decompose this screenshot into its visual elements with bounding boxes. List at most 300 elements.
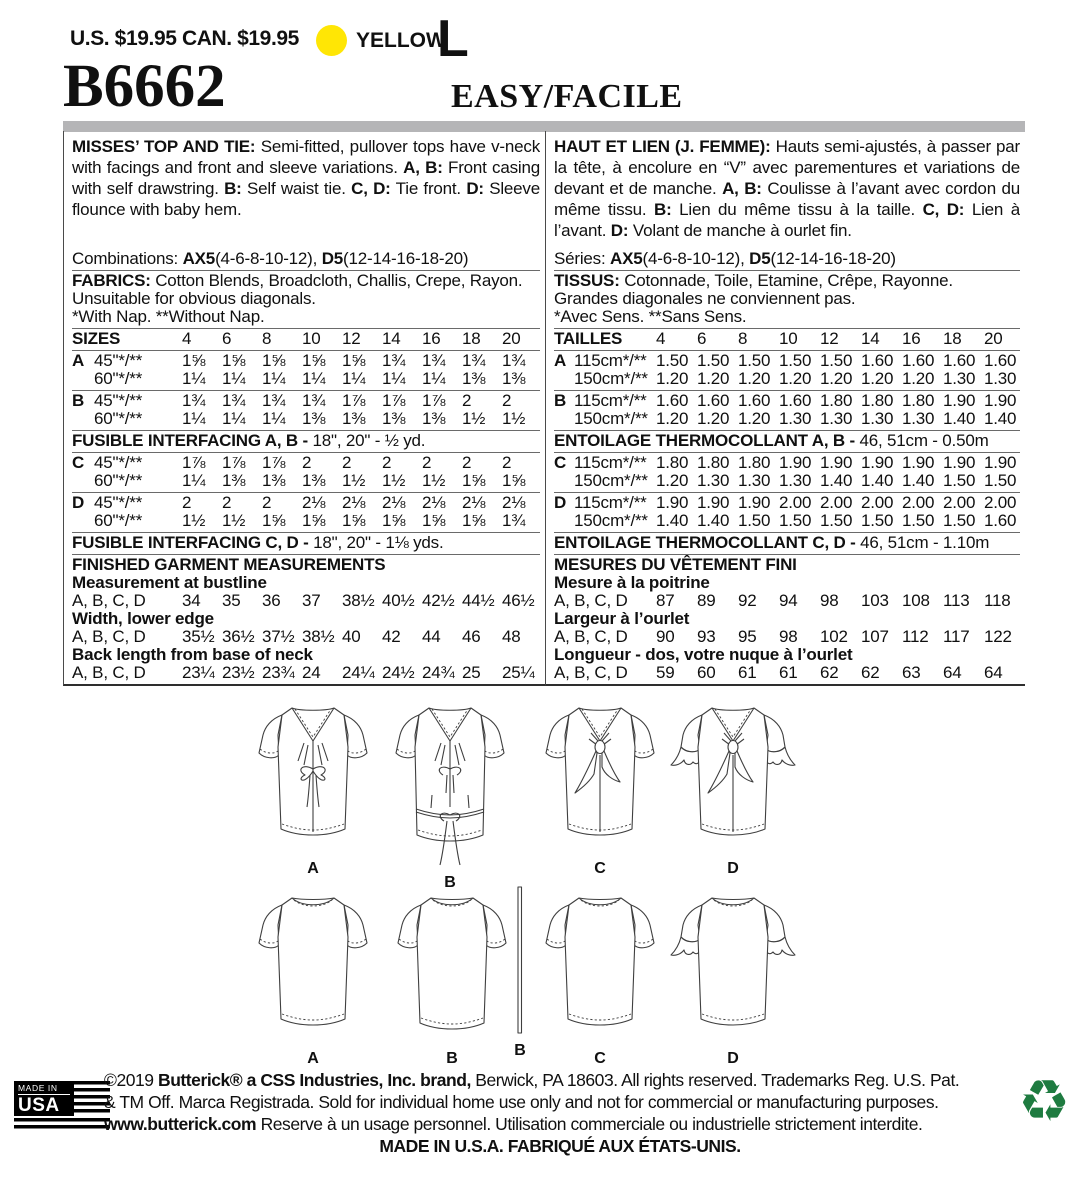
text-segment: B:: [224, 179, 242, 198]
text-segment: Grandes diagonales ne conviennent pas.: [554, 289, 856, 308]
table-cell: 2: [462, 391, 472, 410]
table-cell: 1⅜: [462, 369, 486, 388]
fabric-width-label: 60"*/**: [94, 511, 143, 530]
table-cell: 44: [422, 627, 441, 646]
text-segment: Front casing with self drawstring.: [72, 158, 540, 198]
text-segment: Combinations:: [72, 249, 183, 268]
table-cell: 1.30: [779, 409, 812, 428]
table-cell: 1¾: [502, 511, 526, 530]
table-cell: 94: [779, 591, 798, 610]
text-segment: C, D:: [922, 200, 965, 219]
text-line: [72, 534, 540, 552]
text-segment: Mesure à la poitrine: [554, 573, 710, 592]
table-cell: 1⅞: [222, 453, 246, 472]
table-cell: 1.30: [984, 369, 1017, 388]
table-cell: 1⅞: [182, 453, 206, 472]
table-row: [72, 494, 540, 512]
text-segment: Berwick, PA 18603. All rights reserved. Trademarks Reg. U.S. Pat.: [470, 1070, 960, 1090]
text-segment: HAUT ET LIEN (J. FEMME):: [554, 137, 771, 156]
table-cell: 1½: [342, 471, 366, 490]
table-cell: 1.90: [779, 453, 812, 472]
table-cell: 1¾: [422, 351, 446, 370]
table-cell: 1.80: [656, 453, 689, 472]
table-cell: 92: [738, 591, 757, 610]
table-cell: 1.50: [943, 471, 976, 490]
table-cell: 35½: [182, 627, 215, 646]
copyright-line-1: [104, 1070, 1016, 1091]
text-line: [72, 646, 540, 664]
view-letter: C: [554, 453, 567, 472]
table-row: [554, 494, 1020, 512]
figure-label: D: [727, 860, 739, 877]
table-cell: 24¾: [422, 663, 455, 682]
text-line: [72, 556, 540, 574]
garment-back-d: [658, 885, 808, 1067]
table-cell: 1¼: [382, 369, 406, 388]
table-cell: 23¾: [262, 663, 295, 682]
table-cell: 1½: [502, 409, 526, 428]
view-letter: [554, 472, 574, 490]
table-cell: 6: [697, 329, 707, 348]
table-cell: 63: [902, 663, 921, 682]
table-cell: 1⅞: [262, 453, 286, 472]
table-cell: 1.30: [820, 409, 853, 428]
table-cell: 1.40: [697, 511, 730, 530]
text-segment: 46, 51cm - 1.10m: [860, 533, 990, 552]
table-cell: 1½: [462, 409, 486, 428]
table-cell: 2⅛: [342, 493, 366, 512]
table-cell: 1.20: [656, 409, 689, 428]
text-segment: FINISHED GARMENT MEASUREMENTS: [72, 555, 386, 574]
table-cell: 2: [462, 453, 472, 472]
table-cell: 2: [302, 453, 312, 472]
difficulty-label: EASY/FACILE: [451, 78, 683, 115]
table-row: [72, 472, 540, 490]
text-segment: Séries:: [554, 249, 611, 268]
table-cell: 1⅜: [502, 369, 526, 388]
view-letter: A: [72, 351, 85, 370]
table-cell: 2⅛: [502, 493, 526, 512]
table-cell: 24¼: [342, 663, 375, 682]
text-segment: MISSES’ TOP AND TIE:: [72, 137, 256, 156]
text-segment: Measurement at bustline: [72, 573, 267, 592]
table-row: [554, 454, 1020, 472]
fabric-width-label: 150cm*/**: [574, 409, 648, 428]
table-cell: 89: [697, 591, 716, 610]
view-letter: D: [72, 493, 85, 512]
table-row: [72, 512, 540, 530]
table-cell: 112: [902, 627, 929, 646]
table-cell: 1.50: [984, 471, 1017, 490]
table-cell: 25¼: [502, 663, 535, 682]
table-cell: 1.90: [656, 493, 689, 512]
table-cell: 1⅜: [262, 471, 286, 490]
text-segment: & TM Off. Marca Registrada. Sold for individual home use only and not for commercial or manufacturing purposes.: [104, 1092, 939, 1112]
table-cell: 98: [820, 591, 839, 610]
table-cell: 1.80: [902, 391, 935, 410]
table-cell: 1¾: [502, 351, 526, 370]
table-cell: 61: [738, 663, 757, 682]
table-cell: 1.90: [902, 453, 935, 472]
table-cell: 1¼: [222, 409, 246, 428]
view-letter: B: [554, 391, 567, 410]
row-label: TAILLES: [554, 329, 623, 348]
text-segment: 46, 51cm - 0.50m: [859, 431, 989, 450]
text-segment: *With Nap. **Without Nap.: [72, 307, 265, 326]
table-cell: 1.30: [902, 409, 935, 428]
table-cell: 18: [943, 329, 962, 348]
french-description: [554, 136, 1020, 250]
text-line: [554, 610, 1020, 628]
table-cell: 48: [502, 627, 521, 646]
made-in-usa-logo: [14, 1081, 110, 1131]
recycle-icon: ♻: [1018, 1067, 1070, 1135]
text-line: [554, 432, 1020, 450]
text-segment: D:: [466, 179, 484, 198]
french-yardage-table: [554, 250, 1020, 682]
table-cell: 2.00: [984, 493, 1017, 512]
table-cell: 1¼: [182, 369, 206, 388]
text-line: [72, 272, 540, 290]
garment-front-d: [658, 695, 808, 877]
text-segment: Tie front.: [390, 179, 467, 198]
made-in-usa-logo-text: USA: [18, 1095, 60, 1116]
text-segment: FUSIBLE INTERFACING A, B -: [72, 431, 313, 450]
view-letter: [72, 410, 94, 428]
table-cell: 1⅝: [182, 351, 206, 370]
garment-front-b: [375, 695, 525, 891]
table-cell: 46: [462, 627, 481, 646]
table-cell: 113: [943, 591, 970, 610]
table-row: [554, 370, 1020, 388]
table-cell: 23¼: [182, 663, 215, 682]
view-letter: [554, 410, 574, 428]
table-row: [72, 370, 540, 388]
row-label: A, B, C, D: [554, 663, 628, 682]
table-row: [72, 592, 540, 610]
table-row: [72, 628, 540, 646]
english-description: [72, 136, 540, 250]
table-cell: 2: [502, 453, 512, 472]
text-line: [554, 250, 1020, 268]
text-line: [554, 272, 1020, 290]
table-cell: 1.30: [697, 471, 730, 490]
table-cell: 8: [738, 329, 748, 348]
table-cell: 2: [382, 453, 392, 472]
figure-label: B: [444, 874, 456, 891]
table-cell: 12: [342, 329, 361, 348]
fabric-width-label: 115cm*/**: [574, 391, 647, 410]
table-cell: 1.20: [697, 409, 730, 428]
table-cell: 20: [984, 329, 1003, 348]
table-cell: 46½: [502, 591, 535, 610]
table-cell: 1.20: [656, 471, 689, 490]
view-letter: D: [554, 493, 567, 512]
fabric-width-label: 60"*/**: [94, 471, 143, 490]
table-cell: 1.40: [656, 511, 689, 530]
table-cell: 1.80: [738, 453, 771, 472]
table-cell: 1⅝: [302, 511, 326, 530]
copyright-line-3: [104, 1114, 1016, 1135]
text-segment: MADE IN U.S.A. FABRIQUÉ AUX ÉTATS-UNIS.: [379, 1136, 741, 1156]
view-letter: [72, 512, 94, 530]
text-segment: Longueur - dos, votre nuque à l’ourlet: [554, 645, 853, 664]
text-segment: A, B:: [722, 179, 762, 198]
table-row: [554, 592, 1020, 610]
table-cell: 1¼: [182, 471, 206, 490]
table-cell: 38½: [302, 627, 335, 646]
table-cell: 1.20: [902, 369, 935, 388]
table-cell: 18: [462, 329, 481, 348]
table-cell: 1.50: [820, 351, 853, 370]
price-line: U.S. $19.95 CAN. $19.95: [70, 27, 299, 50]
table-row: [554, 392, 1020, 410]
table-cell: 1.50: [861, 511, 894, 530]
table-cell: 2: [182, 493, 192, 512]
table-cell: 1.50: [738, 511, 771, 530]
table-cell: 36: [262, 591, 281, 610]
text-line: [72, 432, 540, 450]
text-segment: FABRICS:: [72, 271, 151, 290]
table-cell: 1.30: [779, 471, 812, 490]
table-cell: 1.90: [984, 391, 1017, 410]
color-name: YELLOW: [356, 29, 446, 52]
garment-front-a: [238, 695, 388, 877]
table-cell: 1⅝: [262, 511, 286, 530]
table-cell: 4: [182, 329, 192, 348]
text-segment: Semi-fitted, pullover tops have v-neck with facings and front and sleeve variations.: [72, 137, 540, 177]
text-segment: Cotton Blends, Broadcloth, Challis, Crepe, Rayon.: [150, 271, 523, 290]
text-line: [72, 290, 540, 308]
fabric-width-label: 45"*/**: [94, 493, 143, 512]
garment-back-b: [377, 885, 527, 1067]
table-cell: 1¼: [422, 369, 446, 388]
garment-back-a: [238, 885, 388, 1067]
row-label: SIZES: [72, 329, 121, 348]
table-cell: 23½: [222, 663, 255, 682]
text-line: [554, 290, 1020, 308]
color-dot-icon: [316, 25, 347, 56]
table-cell: 1.80: [861, 391, 894, 410]
text-segment: (12-14-16-18-20): [770, 249, 896, 268]
table-cell: 117: [943, 627, 970, 646]
table-cell: 1⅝: [262, 351, 286, 370]
table-cell: 64: [984, 663, 1003, 682]
fabric-width-label: 150cm*/**: [574, 511, 648, 530]
table-cell: 1.50: [697, 351, 730, 370]
table-cell: 1⅝: [302, 351, 326, 370]
text-segment: Hauts semi-ajustés, à passer par la tête, à encolure en “V” avec parementures et variations de devant et de manche.: [554, 137, 1020, 198]
table-cell: 1¾: [262, 391, 286, 410]
table-cell: 1⅝: [462, 471, 486, 490]
table-cell: 42½: [422, 591, 455, 610]
size-letter: L: [437, 10, 469, 68]
table-cell: 1⅝: [502, 471, 526, 490]
text-segment: (12-14-16-18-20): [343, 249, 469, 268]
table-cell: 1.60: [902, 351, 935, 370]
text-segment: Lien à l’avant.: [554, 200, 1020, 240]
table-cell: 64: [943, 663, 962, 682]
figure-label: D: [727, 1050, 739, 1067]
text-segment: (4-6-8-10-12),: [215, 249, 322, 268]
table-cell: 25: [462, 663, 481, 682]
table-cell: 1.50: [779, 511, 812, 530]
text-line: [554, 556, 1020, 574]
table-cell: 14: [382, 329, 401, 348]
text-line: [72, 308, 540, 326]
table-cell: 10: [779, 329, 798, 348]
text-segment: ENTOILAGE THERMOCOLLANT C, D -: [554, 533, 861, 552]
table-cell: 1¾: [462, 351, 486, 370]
table-cell: 12: [820, 329, 839, 348]
row-label: A, B, C, D: [72, 591, 146, 610]
table-cell: 2: [502, 391, 512, 410]
table-cell: 37: [302, 591, 321, 610]
table-cell: 1⅜: [382, 409, 406, 428]
table-cell: 1⅜: [342, 409, 366, 428]
table-cell: 90: [656, 627, 675, 646]
text-segment: TISSUS:: [554, 271, 620, 290]
table-cell: 1.90: [861, 453, 894, 472]
text-segment: B:: [654, 200, 672, 219]
table-cell: 24½: [382, 663, 415, 682]
table-cell: 1.40: [943, 409, 976, 428]
text-line: [554, 308, 1020, 326]
table-cell: 1⅞: [422, 391, 446, 410]
table-cell: 1⅜: [302, 471, 326, 490]
table-cell: 1¾: [302, 391, 326, 410]
table-cell: 2: [342, 453, 352, 472]
table-row: [72, 410, 540, 428]
table-row: [554, 628, 1020, 646]
table-cell: 61: [779, 663, 798, 682]
figure-label: A: [307, 860, 319, 877]
table-cell: 10: [302, 329, 321, 348]
fabric-width-label: 115cm*/**: [574, 453, 647, 472]
table-cell: 1¾: [382, 351, 406, 370]
table-cell: 98: [779, 627, 798, 646]
table-cell: 1.60: [943, 351, 976, 370]
table-cell: 1.20: [656, 369, 689, 388]
view-letter: [554, 370, 574, 388]
text-segment: Width, lower edge: [72, 609, 214, 628]
table-row: [554, 410, 1020, 428]
text-line: [554, 646, 1020, 664]
table-cell: 1.20: [697, 369, 730, 388]
table-cell: 1.50: [820, 511, 853, 530]
table-cell: 1.40: [902, 471, 935, 490]
table-cell: 118: [984, 591, 1011, 610]
table-row: [554, 512, 1020, 530]
table-cell: 1⅝: [222, 351, 246, 370]
row-label: A, B, C, D: [72, 627, 146, 646]
table-cell: 6: [222, 329, 232, 348]
figure-label: A: [307, 1050, 319, 1067]
table-cell: 2⅛: [302, 493, 326, 512]
table-cell: 20: [502, 329, 521, 348]
table-cell: 2⅛: [422, 493, 446, 512]
text-segment: FUSIBLE INTERFACING C, D -: [72, 533, 314, 552]
table-cell: 1½: [422, 471, 446, 490]
table-cell: 2.00: [943, 493, 976, 512]
table-cell: 1¼: [342, 369, 366, 388]
table-cell: 4: [656, 329, 666, 348]
made-in-usa-logo-text: MADE IN: [18, 1084, 70, 1095]
table-cell: 1⅝: [382, 511, 406, 530]
row-label: A, B, C, D: [554, 591, 628, 610]
table-cell: 16: [422, 329, 441, 348]
table-cell: 44½: [462, 591, 495, 610]
table-cell: 1½: [222, 511, 246, 530]
table-row: [554, 352, 1020, 370]
table-cell: 2: [222, 493, 232, 512]
table-cell: 1.90: [820, 453, 853, 472]
table-cell: 1⅝: [342, 511, 366, 530]
text-segment: Cotonnade, Toile, Etamine, Crêpe, Rayonne.: [619, 271, 953, 290]
table-cell: 8: [262, 329, 272, 348]
text-segment: ©2019: [104, 1070, 158, 1090]
table-header-row: [72, 330, 540, 348]
text-segment: Butterick® a CSS Industries, Inc. brand,: [158, 1070, 471, 1090]
text-line: [72, 250, 540, 268]
text-segment: Sleeve flounce with baby hem.: [72, 179, 540, 219]
text-segment: 18", 20" - ½ yd.: [312, 431, 426, 450]
view-letter: B: [72, 391, 85, 410]
figure-label: B: [514, 1042, 526, 1059]
table-cell: 1¼: [222, 369, 246, 388]
table-cell: 1⅞: [342, 391, 366, 410]
table-cell: 108: [902, 591, 930, 610]
view-letter: C: [72, 453, 85, 472]
flag-stripes: [14, 1118, 110, 1131]
text-segment: Volant de manche à ourlet fin.: [628, 221, 852, 240]
table-cell: 87: [656, 591, 675, 610]
table-cell: 1.90: [984, 453, 1017, 472]
table-cell: 1⅞: [382, 391, 406, 410]
table-cell: 2.00: [861, 493, 894, 512]
view-letter: A: [554, 351, 567, 370]
fabric-width-label: 150cm*/**: [574, 369, 648, 388]
table-cell: 40½: [382, 591, 415, 610]
table-cell: 1.80: [820, 391, 853, 410]
table-cell: 1.20: [738, 409, 771, 428]
table-cell: 2⅛: [462, 493, 486, 512]
english-column: [63, 131, 545, 686]
table-cell: 1⅝: [422, 511, 446, 530]
table-cell: 1⅝: [462, 511, 486, 530]
table-cell: 1⅜: [422, 409, 446, 428]
row-label: A, B, C, D: [554, 627, 628, 646]
text-segment: ENTOILAGE THERMOCOLLANT A, B -: [554, 431, 860, 450]
text-segment: Unsuitable for obvious diagonals.: [72, 289, 316, 308]
table-cell: 1.40: [861, 471, 894, 490]
table-row: [72, 454, 540, 472]
figure-label: B: [446, 1050, 458, 1067]
table-cell: 1¾: [182, 391, 206, 410]
table-cell: 62: [861, 663, 880, 682]
text-segment: Largeur à l’ourlet: [554, 609, 690, 628]
fabric-width-label: 45"*/**: [94, 391, 143, 410]
table-cell: 93: [697, 627, 716, 646]
table-cell: 1.50: [902, 511, 935, 530]
fabric-width-label: 60"*/**: [94, 409, 143, 428]
text-line: [72, 610, 540, 628]
table-cell: 1⅜: [222, 471, 246, 490]
table-cell: 1.60: [984, 351, 1017, 370]
table-cell: 24: [302, 663, 321, 682]
table-cell: 1.90: [738, 493, 771, 512]
table-cell: 36½: [222, 627, 255, 646]
